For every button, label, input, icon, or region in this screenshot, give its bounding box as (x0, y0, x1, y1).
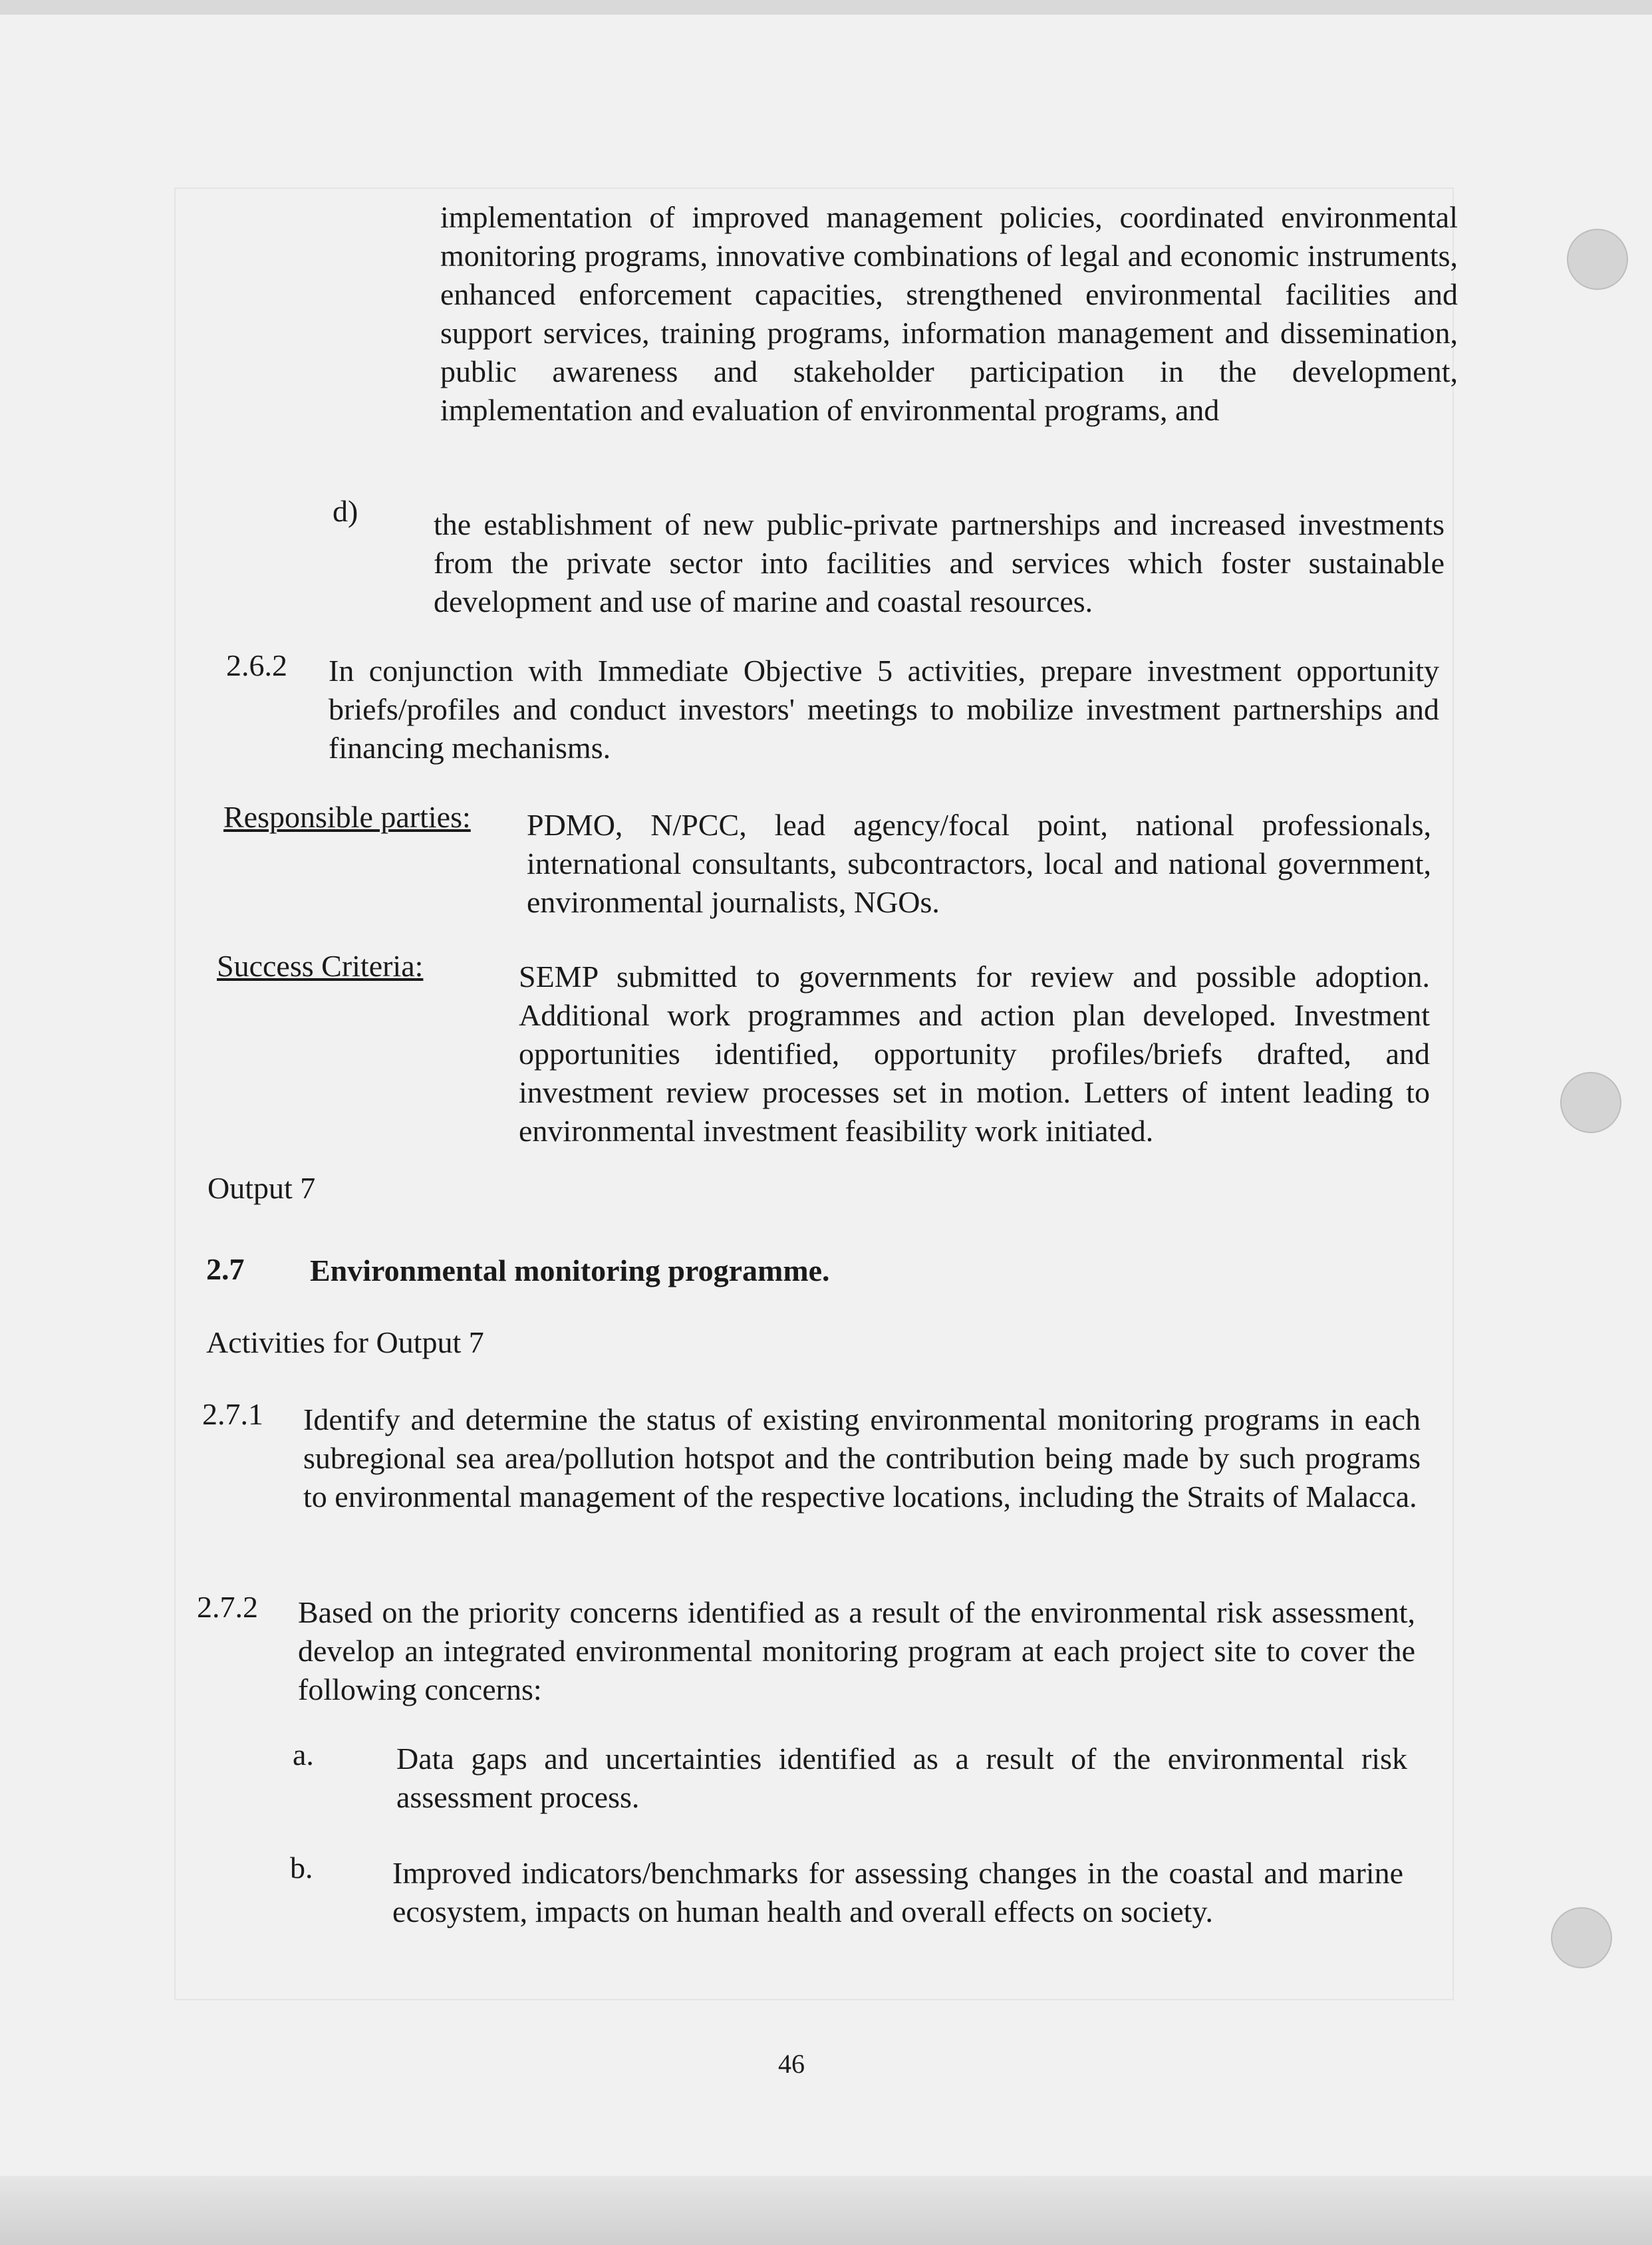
punch-hole-bottom (1551, 1907, 1612, 1968)
continuation-paragraph: implementation of improved management policies, coordinated environmental monitoring programs, innovative combinations of legal and economic instruments, enhanced enforcement capacities, strengthened environmental facilities and support services, training programs, information management and dissemination, public awareness and stakeholder participation in the development, implementation and evaluation of environmental programs, and (440, 200, 1458, 427)
activity-2-6-2-text: In conjunction with Immediate Objective 5 activities, prepare investment opportunity briefs/profiles and conduct investors' meetings to mobilize investment partnerships and financing mechanisms. (329, 654, 1439, 765)
concern-a-text: Data gaps and uncertainties identified as a result of the environmental risk assessment process. (396, 1742, 1407, 1814)
success-criteria-label: Success Criteria: (217, 949, 424, 983)
section-title: Environmental monitoring programme. (310, 1254, 830, 1287)
responsible-parties-label: Responsible parties: (223, 800, 471, 834)
activity-2-7-1-text: Identify and determine the status of existing environmental monitoring programs in each subregional sea area/pollution hotspot and the contribution being made by such programs to environmental management of the respective locations, including the Straits of Malacca. (303, 1402, 1421, 1514)
punch-hole-middle (1560, 1072, 1621, 1133)
scan-bottom-edge (0, 2176, 1652, 2245)
activity-2-7-2-number: 2.7.2 (197, 1590, 258, 1624)
activities-label: Activities for Output 7 (206, 1325, 484, 1359)
concern-b-text: Improved indicators/benchmarks for assessing changes in the coastal and marine ecosystem, impacts on human health and overall effects on society. (392, 1856, 1403, 1928)
section-number: 2.7 (206, 1252, 245, 1286)
concern-b-label: b. (290, 1851, 313, 1885)
punch-hole-top (1567, 229, 1628, 290)
output-label: Output 7 (207, 1171, 316, 1205)
page-number: 46 (778, 2049, 805, 2079)
item-d-text: the establishment of new public-private partnerships and increased investments from the private sector into facilities and services which foster sustainable development and use of marine and coastal resources. (434, 507, 1445, 618)
activity-2-7-1-number: 2.7.1 (202, 1397, 263, 1431)
activity-2-7-2-text: Based on the priority concerns identified as a result of the environmental risk assessment, develop an integrated environmental monitoring program at each project site to cover the following concerns: (298, 1595, 1415, 1706)
concern-a-label: a. (293, 1738, 314, 1772)
activity-2-6-2-number: 2.6.2 (226, 648, 287, 682)
item-d-label: d) (333, 494, 358, 528)
success-criteria-text: SEMP submitted to governments for review and possible adoption. Additional work programmes and action plan developed. Investment opportunities identified, opportunity profiles/briefs drafted, and investment review processes set in motion. Letters of intent leading to environmental investment feasibility work initiated. (519, 960, 1430, 1148)
responsible-parties-text: PDMO, N/PCC, lead agency/focal point, national professionals, international consultants, subcontractors, local and national government, environmental journalists, NGOs. (527, 808, 1431, 919)
